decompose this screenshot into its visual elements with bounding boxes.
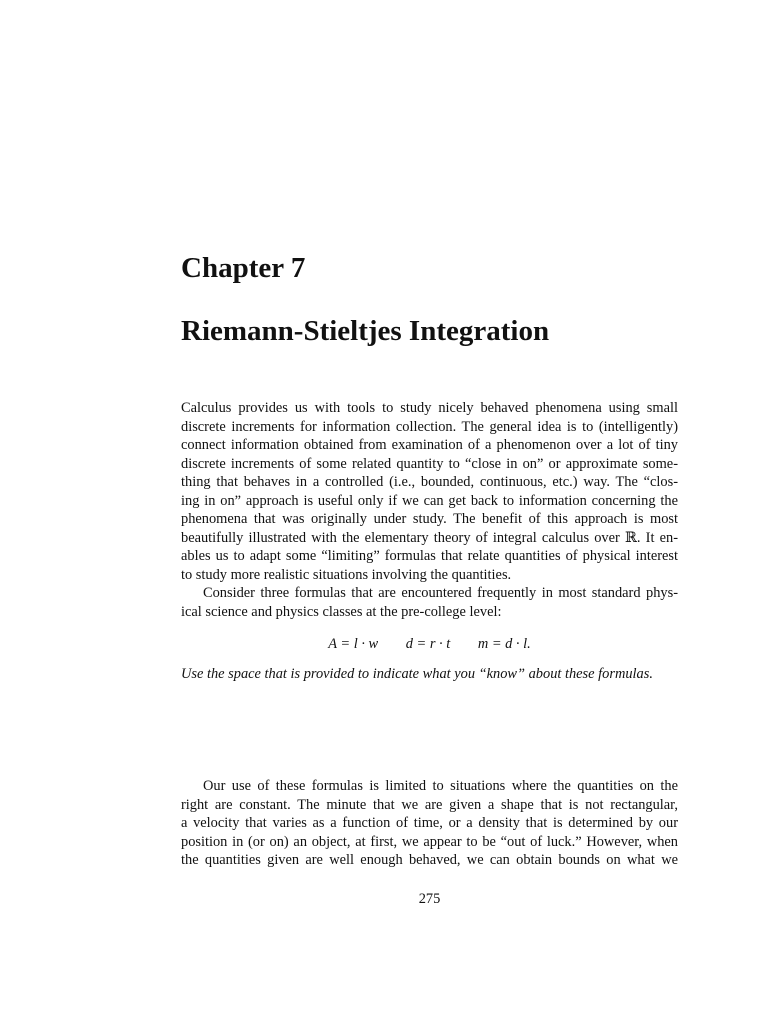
mass-formula: m = d · l. (477, 636, 531, 652)
text-line: discrete increments of some related quantity to “close in on” or approximate some- (181, 455, 678, 472)
distance-formula: d = r · t (405, 636, 451, 652)
chapter-label: Chapter 7 (181, 252, 306, 284)
text-line: beautifully illustrated with the elementary theory of integral calculus over ℝ. It en- (181, 529, 678, 546)
text-line: right are constant. The minute that we are given a shape that is not rectangular, (181, 796, 678, 813)
area-formula: A = l · w (328, 636, 379, 652)
text-line: thing that behaves in a controlled (i.e., bounded, continuous, etc.) way. The “clos- (181, 474, 678, 490)
text-line: position in (or on) an object, at first, we appear to be “out of luck.” However, when (181, 833, 678, 850)
text-line: ical science and physics classes at the pre-college level: (181, 603, 502, 620)
chapter-title: Riemann-Stieltjes Integration (181, 315, 550, 347)
formulas-intro-paragraph (181, 584, 678, 621)
text-line: a velocity that varies as a function of time, or a density that is determined by our (181, 815, 678, 831)
formula-display (181, 634, 678, 654)
text-line: ing in on” approach is useful only if we can get back to information concerning the (181, 492, 678, 509)
limitations-paragraph (181, 777, 678, 870)
text-line: Our use of these formulas is limited to situations where the quantities on the (203, 778, 678, 794)
text-line: Consider three formulas that are encountered frequently in most standard phys- (203, 585, 678, 601)
text-line: connect information obtained from examination of a phenomenon over a lot of tiny (181, 437, 678, 453)
text-line: Calculus provides us with tools to study nicely behaved phenomena using small (181, 400, 678, 416)
text-line: to study more realistic situations involving the quantities. (181, 566, 512, 583)
intro-paragraph (181, 399, 678, 584)
text-line: ables us to adapt some “limiting” formulas that relate quantities of physical interest (181, 548, 678, 564)
text-line: phenomena that was originally under study. The benefit of this approach is most (181, 511, 678, 527)
page-number: 275 (418, 891, 441, 907)
text-line: the quantities given are well enough behaved, we can obtain bounds on what we (181, 852, 678, 868)
text-line: discrete increments for information collection. The general idea is to (intelligently) (181, 418, 678, 435)
exercise-note: Use the space that is provided to indicate what you “know” about these formulas. (181, 666, 653, 682)
